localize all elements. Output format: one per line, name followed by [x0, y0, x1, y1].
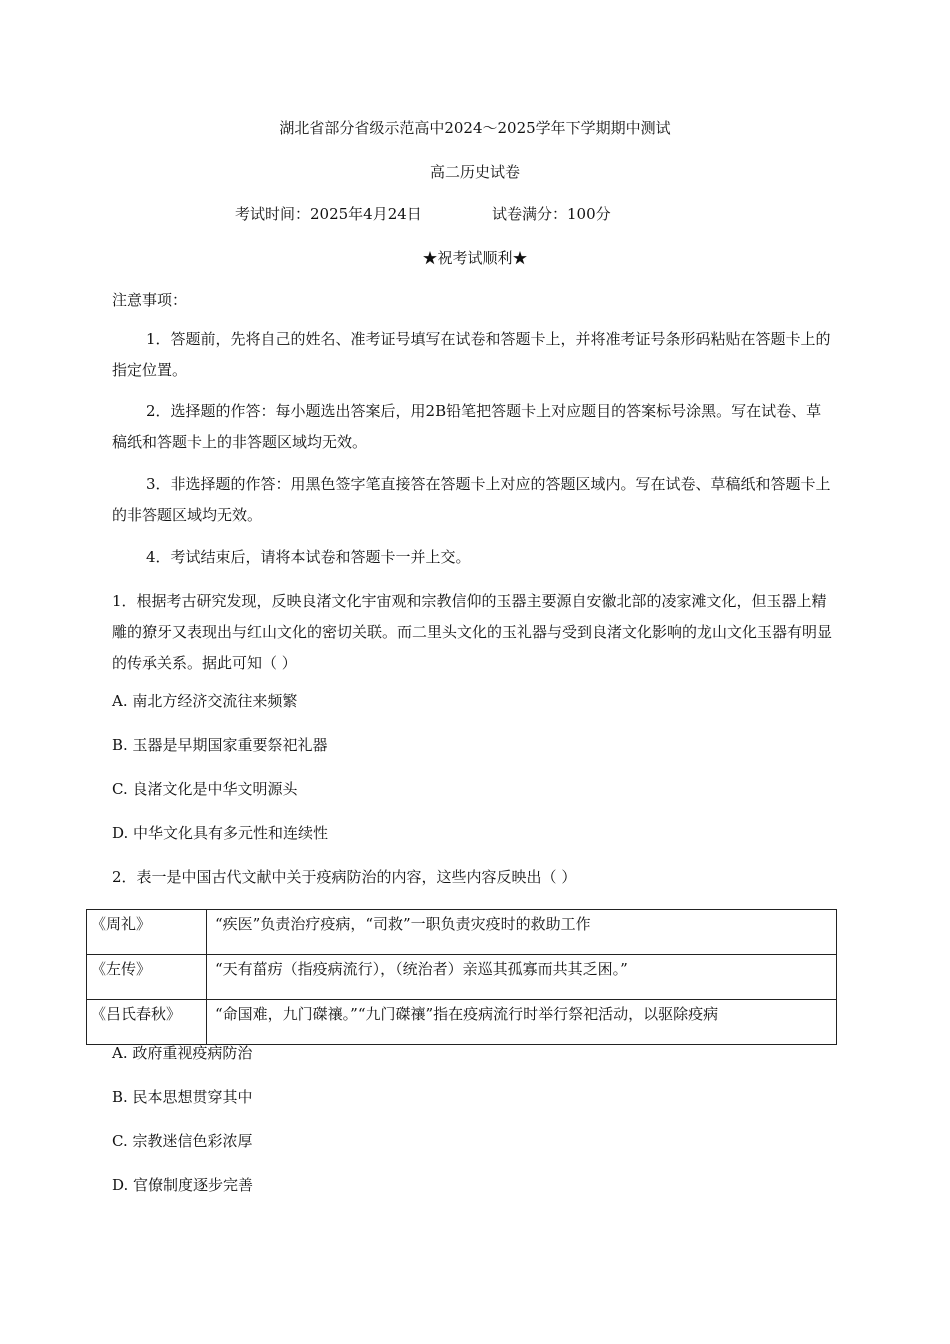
table-cell-source: 《左传》: [87, 955, 207, 1000]
exam-title: 湖北省部分省级示范高中2024～2025学年下学期期中测试: [279, 119, 671, 137]
table-row: [87, 910, 837, 955]
question-2-option-c: C. 宗教迷信色彩浓厚: [112, 1132, 253, 1150]
exam-time: 考试时间：2025年4月24日: [235, 205, 422, 223]
question-2-option-b: B. 民本思想贯穿其中: [112, 1088, 253, 1106]
notice-heading: 注意事项：: [112, 291, 188, 309]
question-1-option-a: A. 南北方经济交流往来频繁: [112, 692, 298, 710]
notice-item: 1．答题前，先将自己的姓名、准考证号填写在试卷和答题卡上，并将准考证号条形码粘贴在答题卡上的指定位置。: [112, 330, 831, 379]
table-row: [87, 1000, 837, 1045]
blessing: ★祝考试顺利★: [422, 249, 528, 267]
full-score: 试卷满分：100分: [492, 205, 611, 223]
question-1-option-b: B. 玉器是早期国家重要祭祀礼器: [112, 736, 328, 754]
question-1-stem: 1．根据考古研究发现，反映良渚文化宇宙观和宗教信仰的玉器主要源自安徽北部的凌家滩文化，但玉器上精雕的獠牙又表现出与红山文化的密切关联。而二里头文化的玉礼器与受到良渚文化影响的龙山文化玉器有明显的传承关系。据此可知（ ）: [112, 592, 833, 672]
question-1-option-c: C. 良渚文化是中华文明源头: [112, 780, 298, 798]
question-2-option-d: D. 官僚制度逐步完善: [112, 1176, 254, 1194]
table-cell-content: “疾医”负责治疗疫病，“司救”一职负责灾疫时的救助工作: [207, 910, 837, 955]
exam-subject: 高二历史试卷: [429, 163, 520, 181]
question-1-option-d: D. 中华文化具有多元性和连续性: [112, 824, 329, 842]
table-cell-source: 《吕氏春秋》: [87, 1000, 207, 1045]
question-2-stem: 2．表一是中国古代文献中关于疫病防治的内容，这些内容反映出（ ）: [112, 868, 577, 886]
table-cell-source: 《周礼》: [87, 910, 207, 955]
table-cell-content: “天有菑疠（指疫病流行），（统治者）亲巡其孤寡而共其乏困。”: [207, 955, 837, 1000]
question-2-table: [86, 909, 837, 1045]
table-row: [87, 955, 837, 1000]
question-2-option-a: A. 政府重视疫病防治: [112, 1044, 253, 1062]
notice-item: 4．考试结束后，请将本试卷和答题卡一并上交。: [146, 548, 471, 566]
notice-item: 2．选择题的作答：每小题选出答案后，用2B铅笔把答题卡上对应题目的答案标号涂黑。写在试卷、草稿纸和答题卡上的非答题区域均无效。: [112, 402, 822, 451]
table-cell-content: “命国难，九门磔禳。”“九门磔禳”指在疫病流行时举行祭祀活动，以驱除疫病: [207, 1000, 837, 1045]
notice-item: 3．非选择题的作答：用黑色签字笔直接答在答题卡上对应的答题区域内。写在试卷、草稿纸和答题卡上的非答题区域均无效。: [112, 475, 831, 524]
